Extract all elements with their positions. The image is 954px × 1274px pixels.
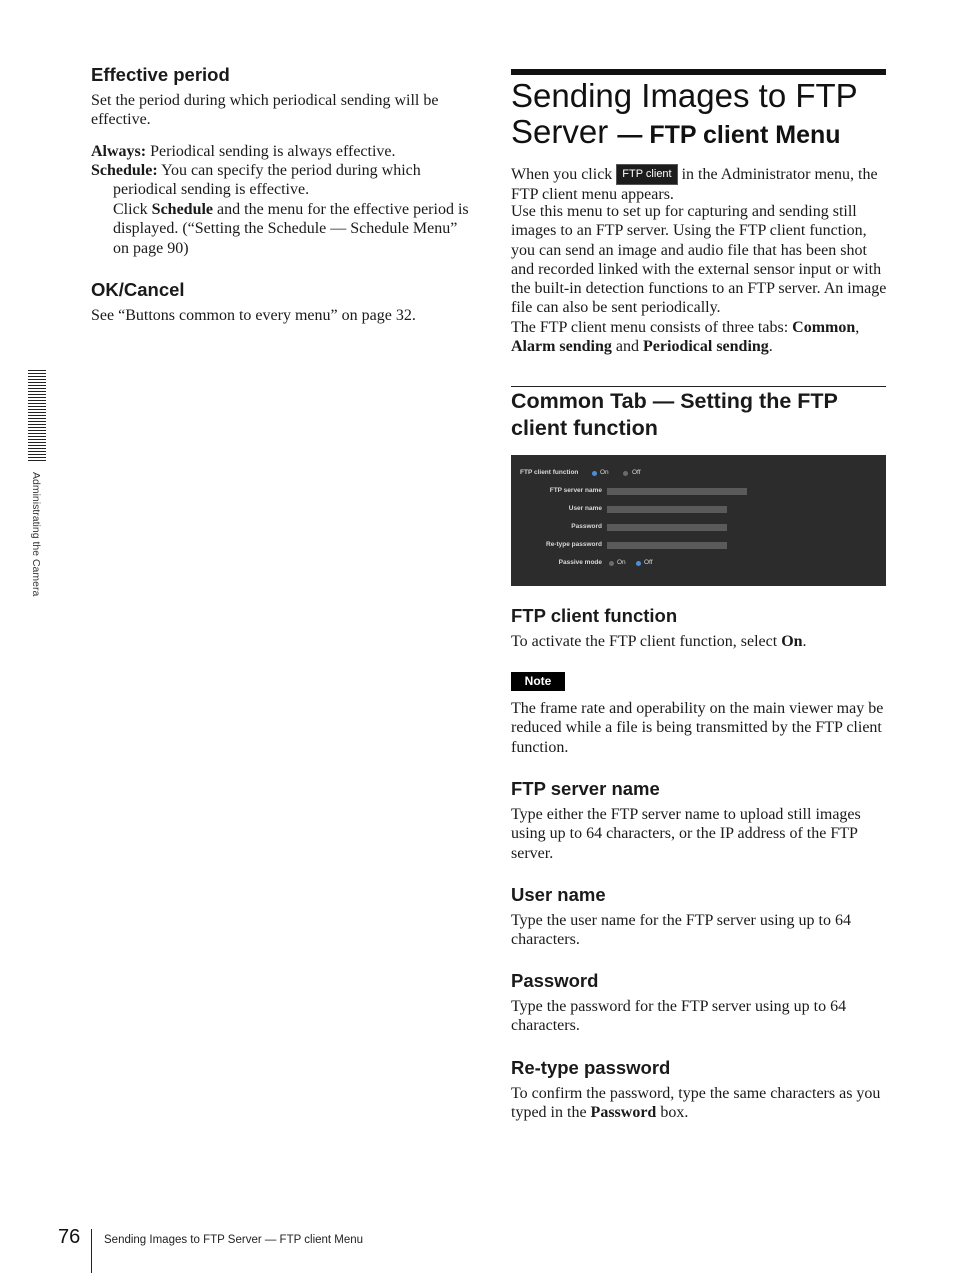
schedule-click-text: Click Schedule and the menu for the effective period is displayed. (“Setting the Schedule — Schedule Menu” on page 90) — [113, 201, 469, 257]
ftp-client-function-heading: FTP client function — [511, 605, 678, 626]
ok-cancel-text: See “Buttons common to every menu” on page 32. — [91, 307, 416, 324]
user-name-text: Type the user name for the FTP server using up to 64 characters. — [511, 912, 851, 949]
password-heading: Password — [511, 970, 599, 991]
password-text: Type the password for the FTP server using up to 64 characters. — [511, 998, 847, 1035]
shot-ftp-client-function-label: FTP client function — [520, 469, 579, 476]
ftp-client-button: FTP client — [616, 164, 677, 185]
always-term: Always: — [91, 143, 147, 160]
shot-passive-radio-on — [609, 561, 614, 566]
sidebar-label: Administrating the Camera — [30, 472, 42, 597]
shot-radio-off — [623, 471, 628, 476]
footer-divider — [91, 1229, 92, 1273]
shot-radio-on — [592, 471, 597, 476]
shot-ftp-server-field — [607, 488, 747, 495]
schedule-desc: You can specify the period during which periodical sending is effective. — [113, 162, 421, 199]
sidebar-tab-marker — [28, 370, 46, 462]
page-title-sub: — FTP client Menu — [617, 121, 841, 149]
schedule-term: Schedule: — [91, 162, 158, 179]
ftp-server-name-text: Type either the FTP server name to upload still images using up to 64 characters, or the IP address of the FTP server. — [511, 806, 861, 862]
always-desc: Periodical sending is always effective. — [150, 143, 396, 160]
shot-passive-radio-off — [636, 561, 641, 566]
schedule-item — [91, 161, 485, 200]
ftp-client-screenshot: FTP client function On Off FTP server name User name Password Re-type password Passive mode On Off — [511, 455, 886, 586]
page-number: 76 — [58, 1226, 81, 1248]
effective-period-heading: Effective period — [91, 64, 230, 85]
retype-password-heading: Re-type password — [511, 1057, 671, 1078]
section-title: Common Tab — Setting the FTP client function — [511, 389, 838, 440]
section-divider — [511, 386, 886, 387]
ftp-server-name-heading: FTP server name — [511, 778, 660, 799]
ok-cancel-heading: OK/Cancel — [91, 279, 185, 300]
shot-password-field — [607, 524, 727, 531]
footer-text: Sending Images to FTP Server — FTP client Menu — [104, 1234, 364, 1246]
page-title-main: Sending Images to FTP Server — [511, 77, 858, 150]
intro-paragraph-1: When you click FTP client in the Administrator menu, the FTP client menu appears. — [511, 166, 878, 203]
page-title — [511, 78, 887, 153]
effective-period-intro: Set the period during which periodical sending will be effective. — [91, 92, 439, 129]
shot-retype-password-field — [607, 542, 727, 549]
user-name-heading: User name — [511, 884, 606, 905]
title-bar — [511, 69, 886, 75]
ftp-client-function-text: To activate the FTP client function, select On. — [511, 633, 807, 650]
intro-paragraph-3: The FTP client menu consists of three tabs: Common, Alarm sending and Periodical sending. — [511, 319, 860, 356]
retype-password-text: To confirm the password, type the same characters as you typed in the Password box. — [511, 1085, 881, 1122]
shot-user-name-field — [607, 506, 727, 513]
note-label: Note — [511, 672, 565, 691]
note-text: The frame rate and operability on the main viewer may be reduced while a file is being transmitted by the FTP client function. — [511, 700, 884, 756]
intro-paragraph-2: Use this menu to set up for capturing and sending still images to an FTP server. Using the FTP client function, you can send an image and audio file that has been shot and recorded linked with the external sensor input or with the built-in detection functions to an FTP server. An image file can also be sent periodically. — [511, 203, 887, 317]
always-item — [91, 142, 396, 161]
